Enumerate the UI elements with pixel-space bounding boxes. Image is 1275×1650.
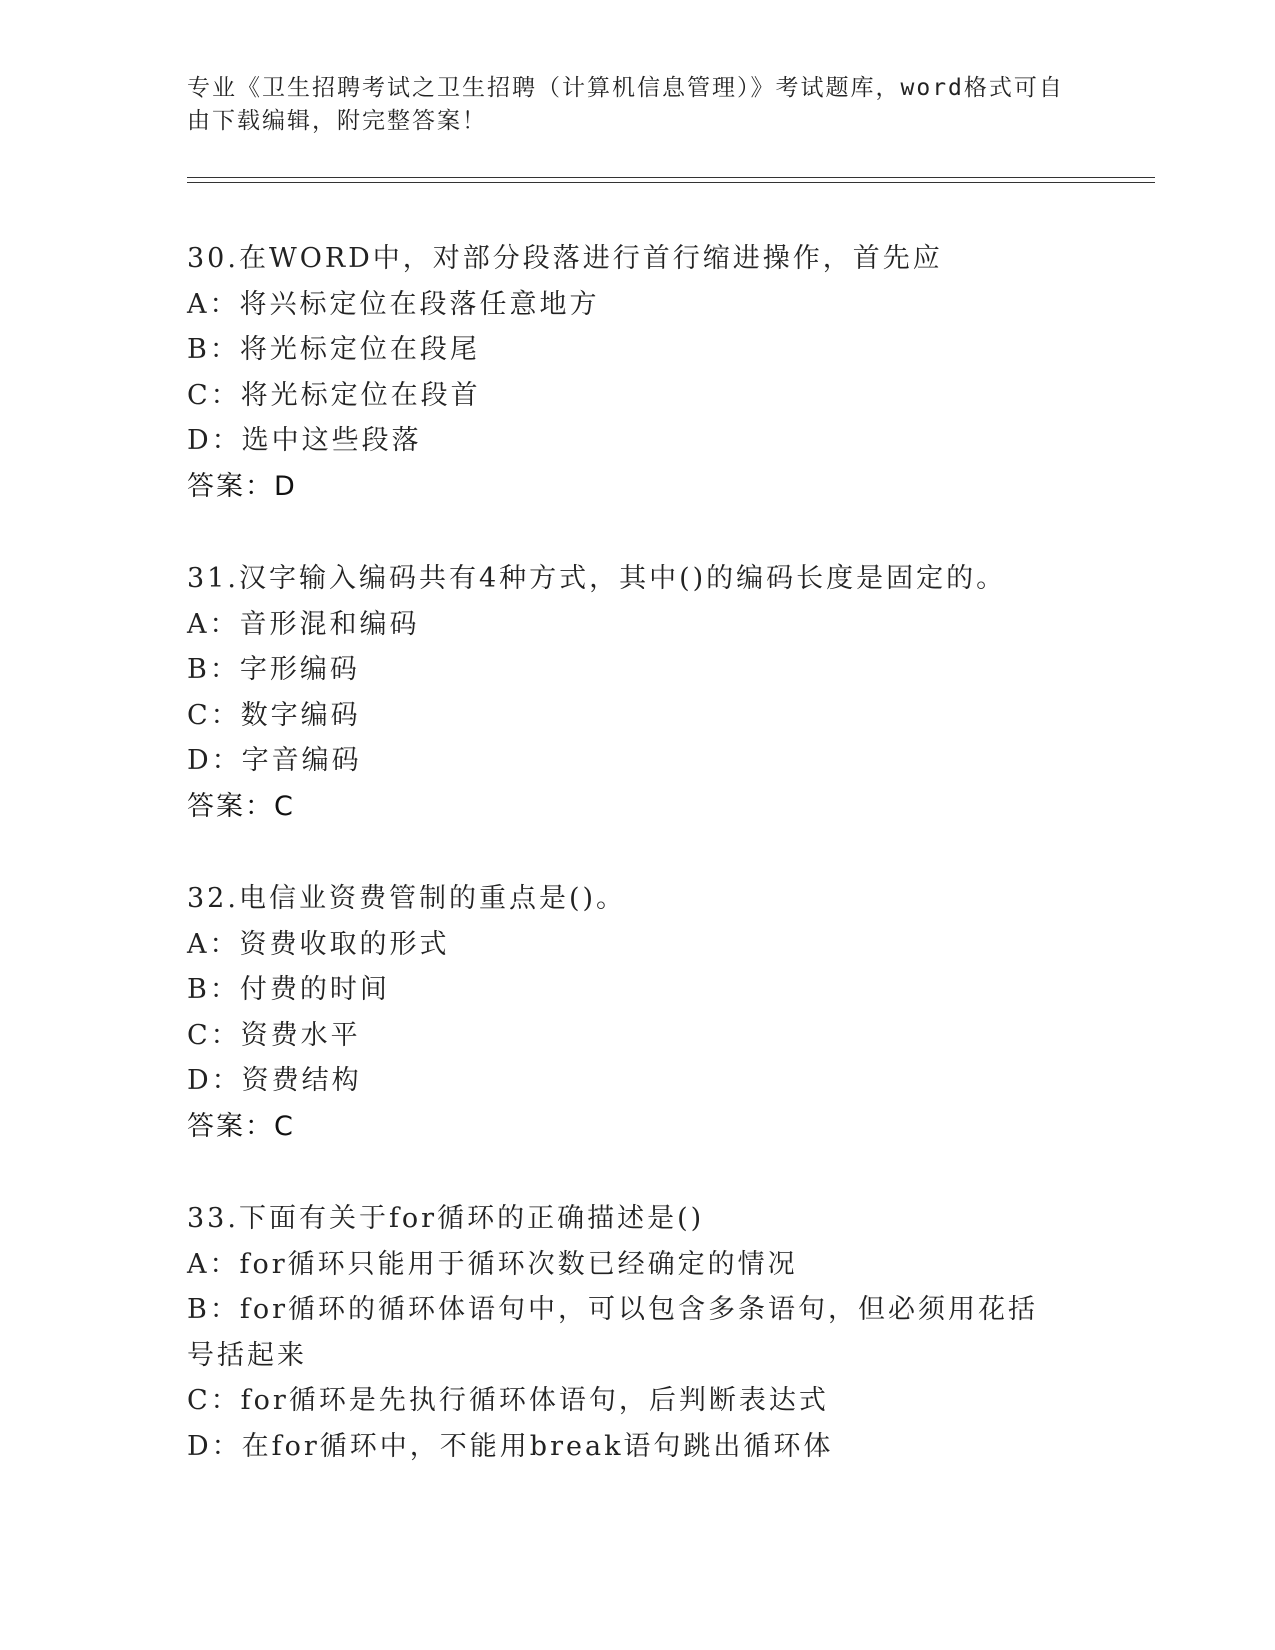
option-a: A：将兴标定位在段落任意地方: [187, 288, 600, 320]
header-divider-bottom: [187, 182, 1155, 183]
option-b: B：将光标定位在段尾: [187, 334, 480, 365]
option-a: A：资费收取的形式: [187, 928, 450, 960]
option-c: C：数字编码: [187, 699, 361, 731]
option-d: D：选中这些段落: [187, 425, 422, 456]
document-intro: 专业《卫生招聘考试之卫生招聘（计算机信息管理）》考试题库，word格式可自由下载编辑，附完整答案！: [187, 75, 1064, 134]
question-stem: 33.下面有关于for循环的正确描述是(): [187, 1203, 705, 1234]
option-b: B：for循环的循环体语句中，可以包含多条语句，但必须用花括号括起来: [187, 1294, 1038, 1371]
option-c: C：for循环是先执行循环体语句，后判断表达式: [187, 1385, 829, 1416]
header-divider-top: [187, 177, 1155, 178]
question-31: [187, 556, 1087, 829]
answer-line: 答案：D: [187, 470, 297, 502]
question-32: [187, 876, 1087, 1149]
question-stem: 30.在WORD中，对部分段落进行首行缩进操作，首先应: [187, 243, 943, 274]
answer-line: 答案：C: [187, 1110, 295, 1142]
option-d: D：资费结构: [187, 1065, 362, 1096]
option-c: C：资费水平: [187, 1019, 361, 1051]
question-33: [187, 1196, 1087, 1469]
question-stem: 31.汉字输入编码共有4种方式，其中()的编码长度是固定的。: [187, 563, 1007, 594]
option-d: D：在for循环中，不能用break语句跳出循环体: [187, 1430, 834, 1462]
option-a: A：for循环只能用于循环次数已经确定的情况: [187, 1248, 798, 1280]
option-a: A：音形混和编码: [187, 608, 420, 640]
option-d: D：字音编码: [187, 745, 362, 776]
question-stem: 32.电信业资费管制的重点是()。: [187, 883, 627, 914]
answer-line: 答案：C: [187, 790, 295, 822]
question-30: [187, 236, 1087, 509]
option-b: B：字形编码: [187, 654, 360, 685]
option-b: B：付费的时间: [187, 974, 390, 1005]
option-c: C：将光标定位在段首: [187, 379, 481, 411]
